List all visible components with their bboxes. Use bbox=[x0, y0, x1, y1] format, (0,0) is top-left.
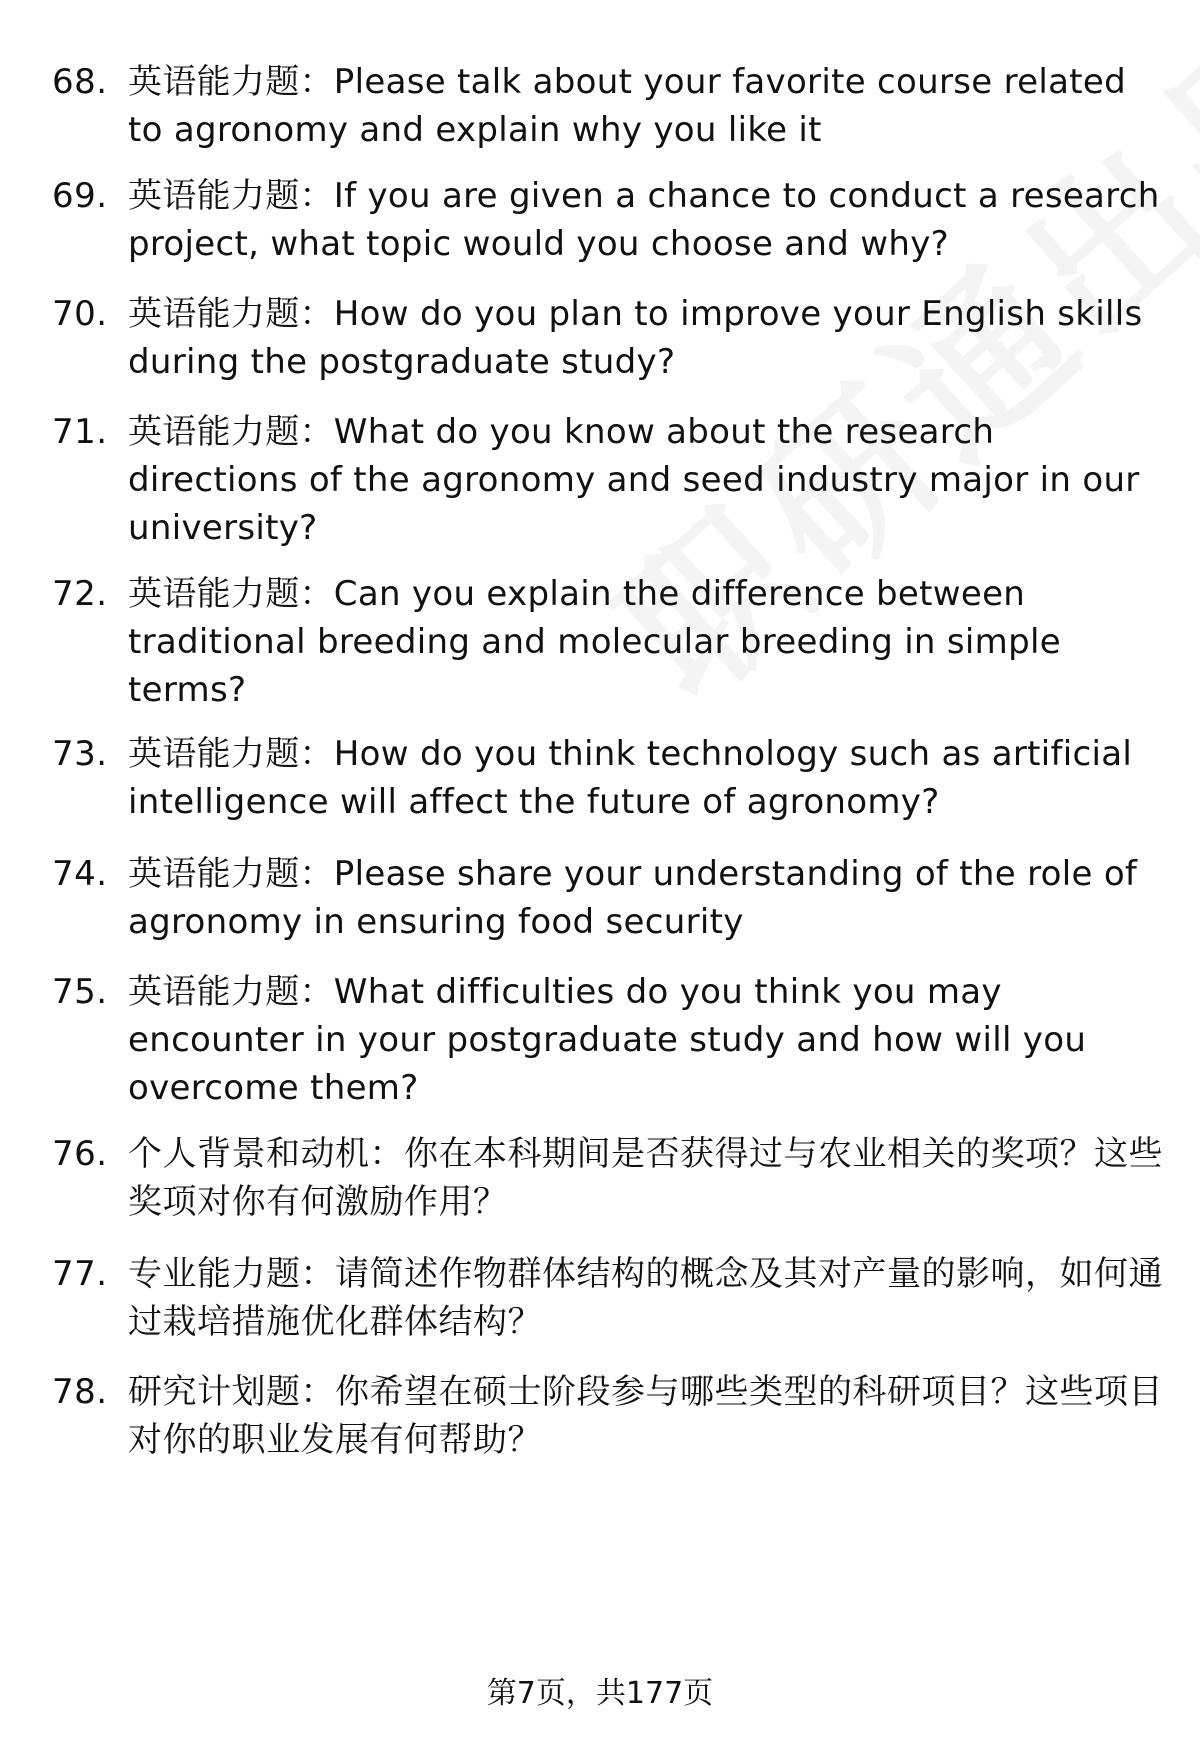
question-text: 英语能力题：How do you think technology such as artificial intelligence will affect the future of agronomy? bbox=[128, 734, 1133, 822]
question-number: 71. bbox=[52, 412, 108, 452]
page-footer: 第7页，共177页 bbox=[486, 1676, 714, 1711]
question-text: 英语能力题：Please share your understanding of the role of agronomy in ensuring food security bbox=[128, 854, 1138, 942]
question-text: 英语能力题：What do you know about the research directions of the agronomy and seed industry major in our university? bbox=[128, 412, 1140, 548]
question-number: 74. bbox=[52, 854, 108, 894]
question-text: 英语能力题：If you are given a chance to conduct a research project, what topic would you choose and why? bbox=[128, 176, 1160, 264]
question-text: 个人背景和动机：你在本科期间是否获得过与农业相关的奖项？这些奖项对你有何激励作用？ bbox=[128, 1134, 1163, 1222]
question-number: 78. bbox=[52, 1372, 108, 1412]
question-text: 英语能力题：Please talk about your favorite course related to agronomy and explain why you like it bbox=[128, 62, 1126, 150]
question-number: 76. bbox=[52, 1134, 108, 1174]
question-number: 68. bbox=[52, 62, 108, 102]
question-text: 英语能力题：Can you explain the difference between traditional breeding and molecular breeding in simple terms? bbox=[128, 574, 1061, 710]
question-text: 英语能力题：How do you plan to improve your English skills during the postgraduate study? bbox=[128, 294, 1143, 382]
question-number: 73. bbox=[52, 734, 108, 774]
question-text: 专业能力题：请简述作物群体结构的概念及其对产量的影响，如何通过栽培措施优化群体结构？ bbox=[128, 1254, 1163, 1342]
question-number: 70. bbox=[52, 294, 108, 334]
question-number: 75. bbox=[52, 972, 108, 1012]
question-number: 77. bbox=[52, 1254, 108, 1294]
question-text: 英语能力题：What difficulties do you think you may encounter in your postgraduate study and how will you overcome them? bbox=[128, 972, 1087, 1108]
question-text: 研究计划题：你希望在硕士阶段参与哪些类型的科研项目？这些项目对你的职业发展有何帮助？ bbox=[128, 1372, 1163, 1460]
question-number: 72. bbox=[52, 574, 108, 614]
question-number: 69. bbox=[52, 176, 108, 216]
